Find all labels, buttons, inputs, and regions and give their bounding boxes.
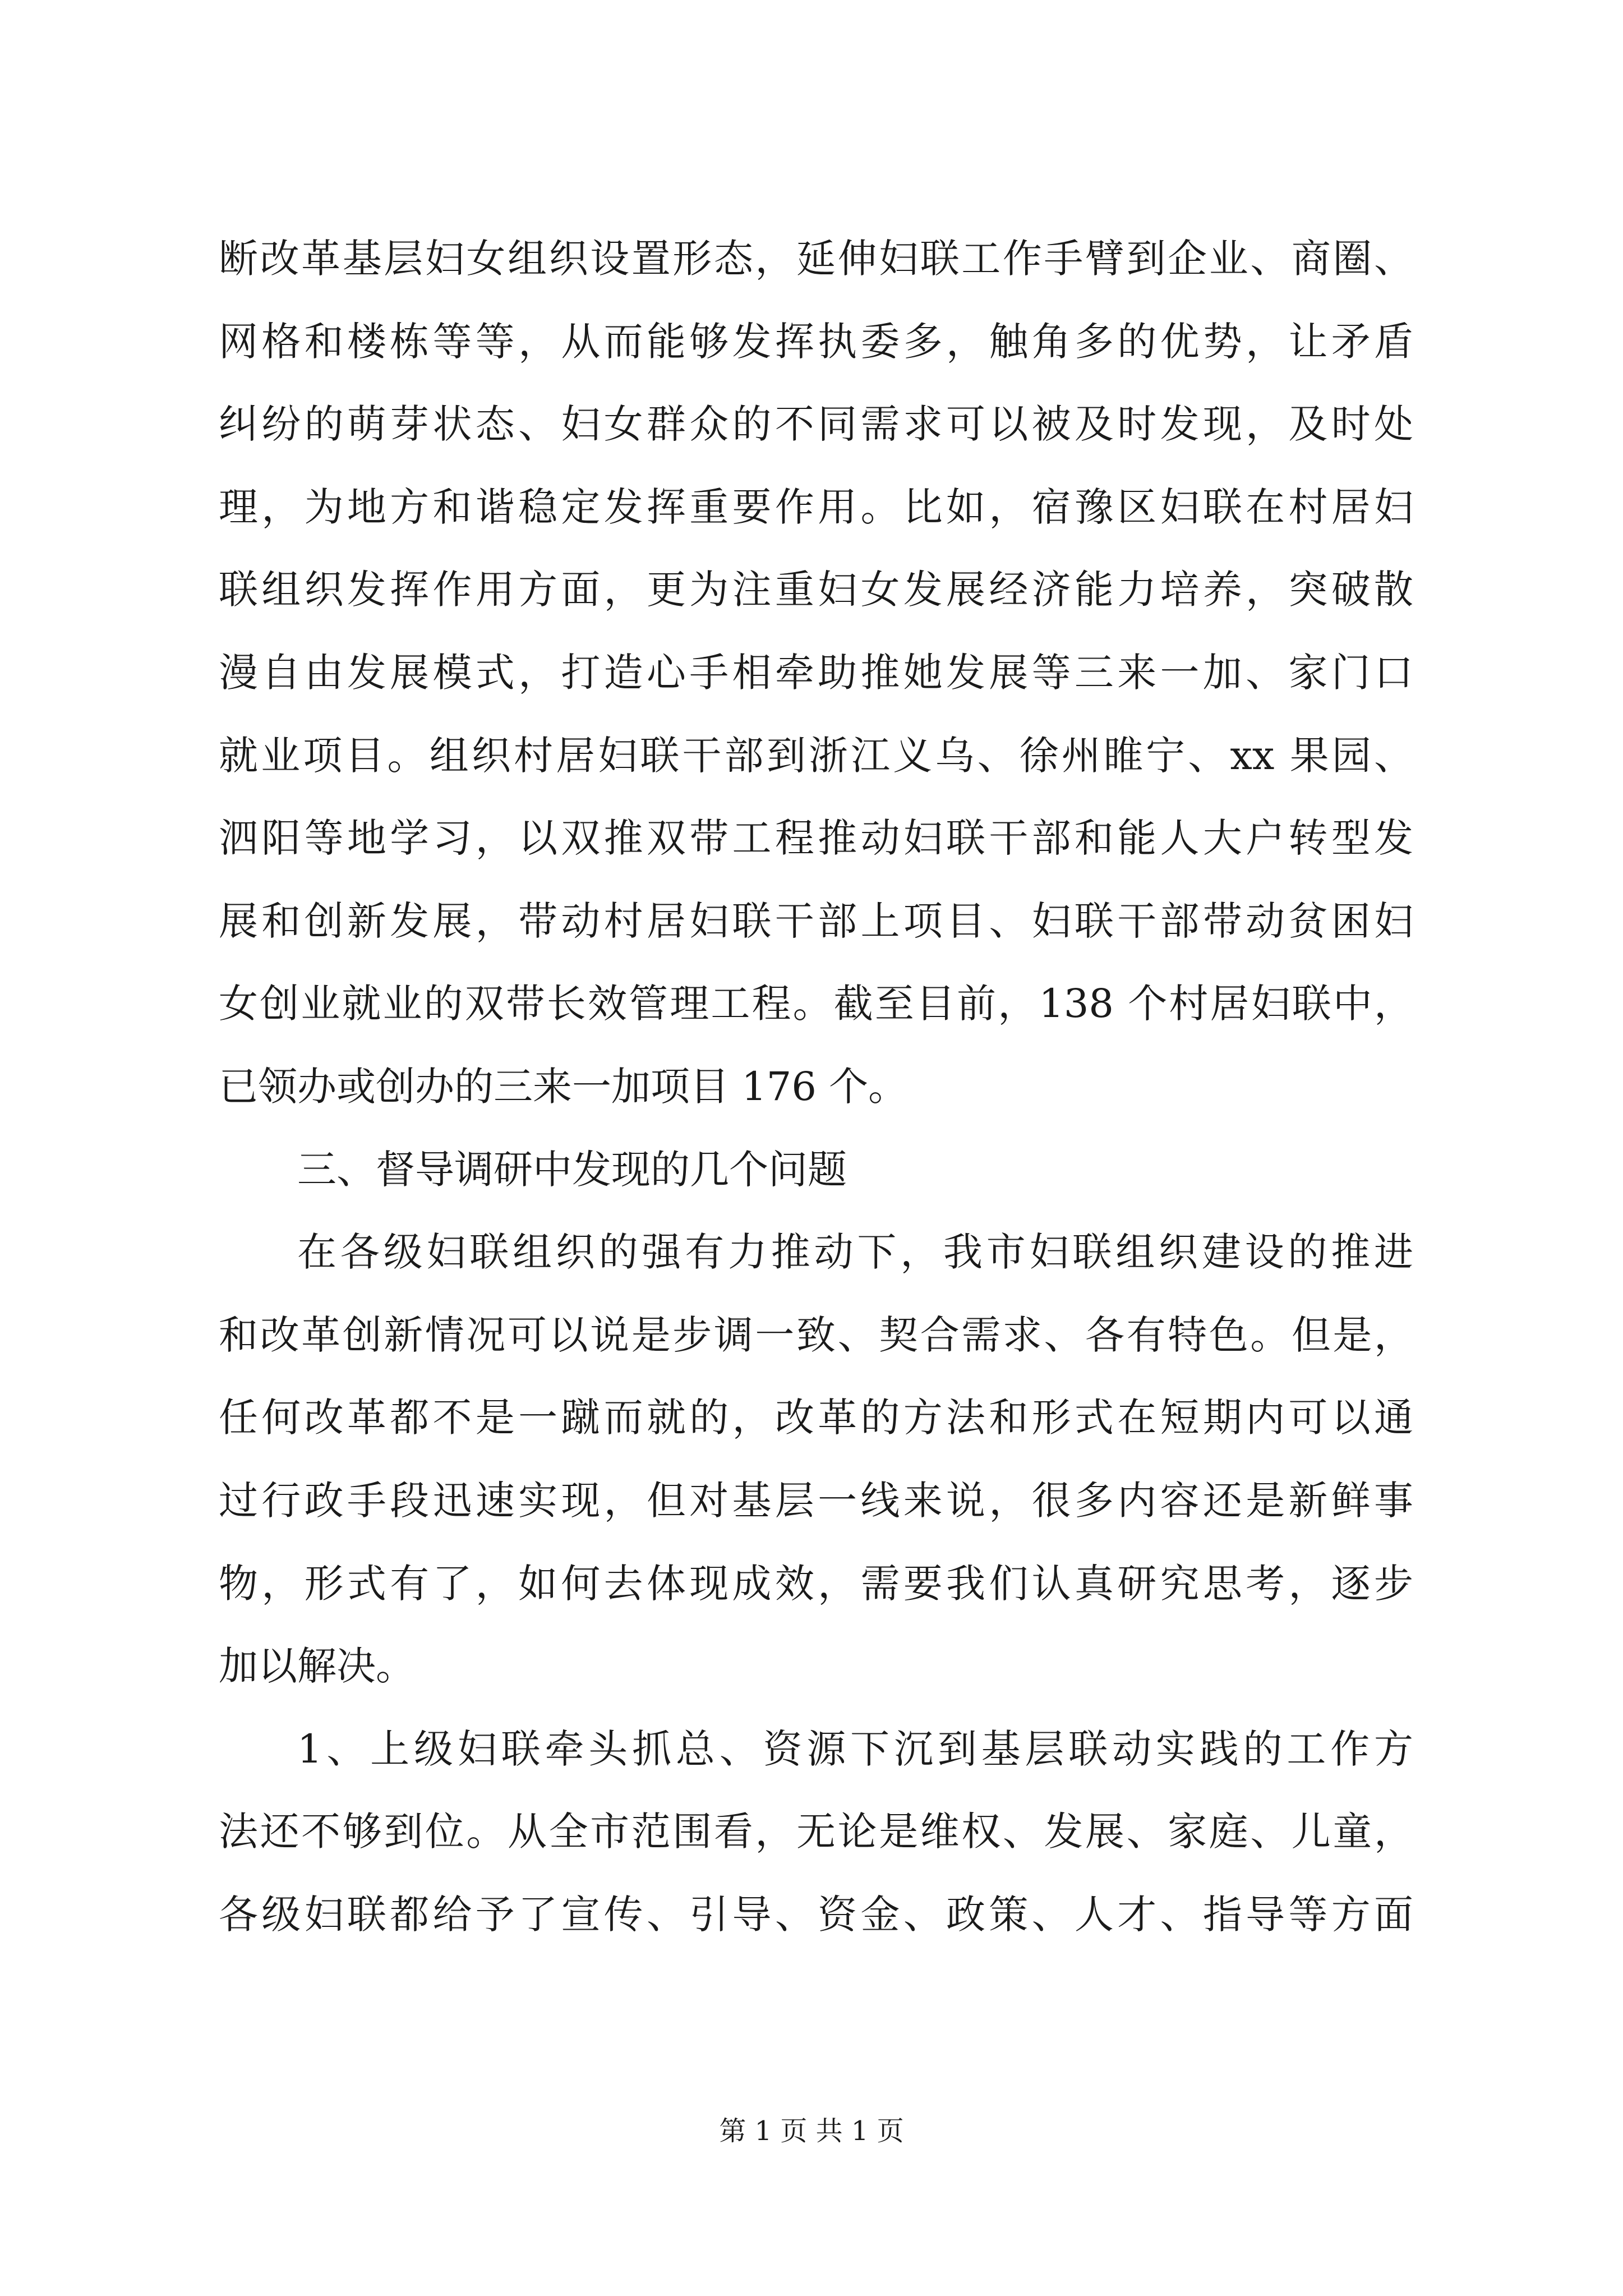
document-body: [219, 218, 1413, 1956]
text-line: 联组织发挥作用方面，更为注重妇女发展经济能力培养，突破散: [219, 567, 1413, 613]
text-line: 任何改革都不是一蹴而就的，改革的方法和形式在短期内可以通: [219, 1395, 1413, 1441]
text-line: 漫自由发展模式，打造心手相牵助推她发展等三来一加、家门口: [219, 649, 1413, 696]
text-line: 和改革创新情况可以说是步调一致、契合需求、各有特色。但是，: [219, 1312, 1413, 1358]
text-line: 过行政手段迅速实现，但对基层一线来说，很多内容还是新鲜事: [219, 1477, 1413, 1524]
text-line: 纠纷的萌芽状态、妇女群众的不同需求可以被及时发现，及时处: [219, 401, 1413, 448]
text-line: 1、上级妇联牵头抓总、资源下沉到基层联动实践的工作方: [297, 1726, 1413, 1772]
text-line: 理，为地方和谐稳定发挥重要作用。比如，宿豫区妇联在村居妇: [219, 484, 1413, 530]
text-line: 泗阳等地学习，以双推双带工程推动妇联干部和能人大户转型发: [219, 815, 1413, 862]
text-line: 法还不够到位。从全市范围看，无论是维权、发展、家庭、儿童，: [219, 1809, 1413, 1855]
page-footer: 第 1 页 共 1 页: [719, 2115, 904, 2147]
text-line: 已领办或创办的三来一加项目 176 个。: [219, 1063, 908, 1110]
text-line: 展和创新发展，带动村居妇联干部上项目、妇联干部带动贫困妇: [219, 898, 1413, 944]
text-line: 女创业就业的双带长效管理工程。截至目前，138 个村居妇联中，: [219, 981, 1413, 1027]
text-line: 断改革基层妇女组织设置形态，延伸妇联工作手臂到企业、商圈、: [219, 236, 1413, 282]
text-line: 物，形式有了，如何去体现成效，需要我们认真研究思考，逐步: [219, 1560, 1413, 1607]
text-line: 网格和楼栋等等，从而能够发挥执委多，触角多的优势，让矛盾: [219, 318, 1413, 365]
section-heading: 三、督导调研中发现的几个问题: [297, 1146, 847, 1193]
text-line: 各级妇联都给予了宣传、引导、资金、政策、人才、指导等方面: [219, 1891, 1413, 1938]
text-line: 在各级妇联组织的强有力推动下，我市妇联组织建设的推进: [297, 1229, 1413, 1276]
text-line: 就业项目。组织村居妇联干部到浙江义乌、徐州睢宁、xx 果园、: [219, 732, 1413, 779]
text-line: 加以解决。: [219, 1643, 415, 1690]
